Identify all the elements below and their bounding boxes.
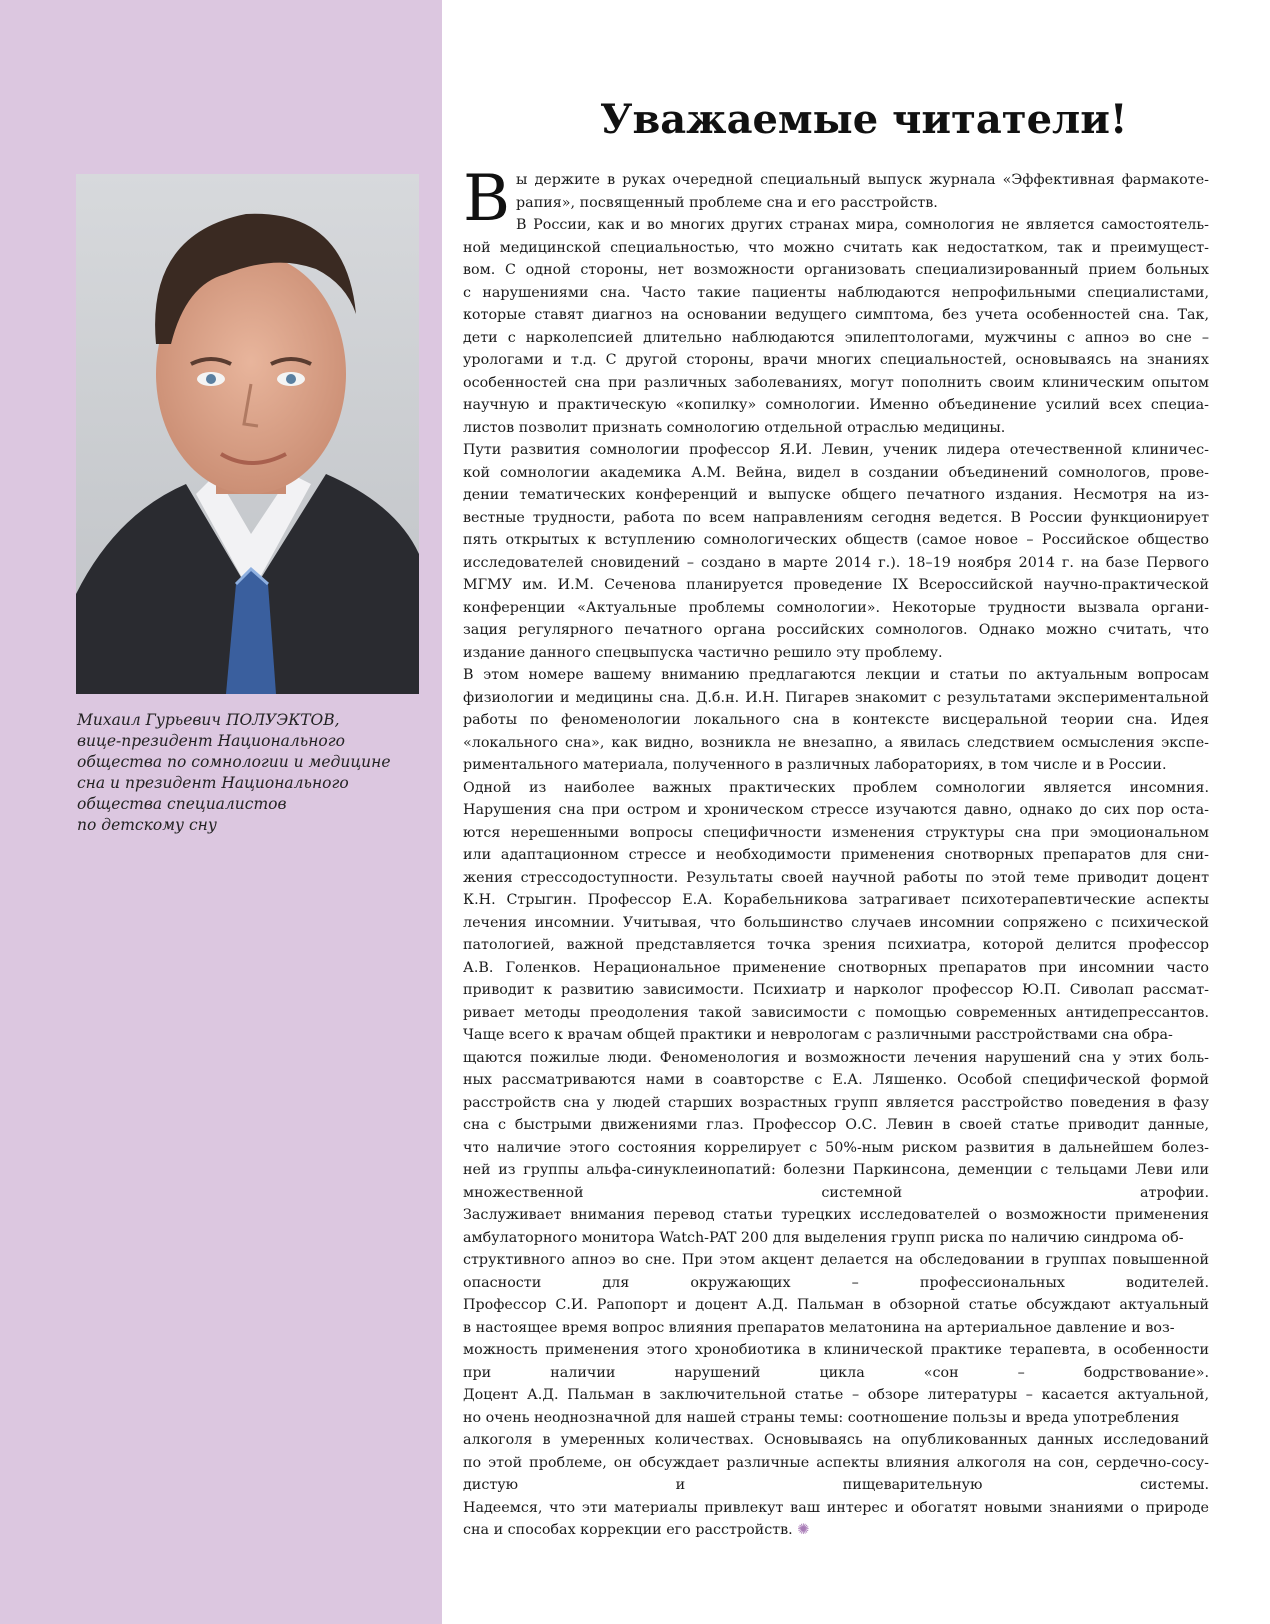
- caption-line: общества по сомнологии и медицине: [77, 753, 391, 771]
- portrait-image: [76, 174, 419, 694]
- article-line: сна с быстрыми движениями глаз. Профессор О.С. Левин в своей статье приводит данные,: [463, 1117, 1209, 1133]
- article-line: алкоголя в умеренных количествах. Основываясь на опубликованных данных исследований: [463, 1432, 1209, 1448]
- article-line: физиологии и медицины сна. Д.б.н. И.Н. Пигарев знакомит с результатами экспериментальной: [463, 689, 1209, 706]
- article-line: можность применения этого хронобиотика в клинической практике терапевта, в особенности: [463, 1342, 1209, 1358]
- caption-line: сна и президент Национального: [77, 774, 349, 792]
- article-line: МГМУ им. И.М. Сеченова планируется проведение IX Всероссийской научно-практической: [463, 577, 1209, 593]
- article-line: исследователей сновидений – создано в марте 2014 г.). 18–19 ноября 2014 г. на базе Первого: [463, 554, 1209, 571]
- caption-line: Михаил Гурьевич ПОЛУЭКТОВ,: [77, 711, 340, 729]
- article-line: рапия», посвященный проблеме сна и его расстройств.: [516, 194, 938, 211]
- article-line: при наличии нарушений цикла «сон – бодрствование».: [463, 1364, 1209, 1381]
- page-title: Уважаемые читатели!: [600, 96, 1128, 143]
- article-line: риментального материала, полученного в различных лабораториях, в том числе и в России.: [463, 757, 1167, 773]
- article-line: ной медицинской специальностью, что можно считать как недостатком, так и преимущест-: [463, 239, 1209, 256]
- article-line: Пути развития сомнологии профессор Я.И. Левин, ученик лидера отечественной клиничес-: [463, 442, 1209, 458]
- article-line: с нарушениями сна. Часто такие пациенты наблюдаются непрофильными специалистами,: [463, 284, 1209, 301]
- article-line: научную и практическую «копилку» сомнологии. Именно объединение усилий всех специа-: [463, 397, 1209, 413]
- article-line: или адаптационном стрессе и необходимости применения снотворных препаратов для сни-: [463, 847, 1209, 863]
- article-line: зация регулярного печатного органа российских сомнологов. Однако можно считать, что: [463, 622, 1209, 638]
- article-line: ривает методы преодоления такой зависимости с помощью современных антидепрессантов.: [463, 1004, 1209, 1021]
- caption-line: вице-президент Национального: [77, 732, 345, 750]
- article-line: Профессор С.И. Рапопорт и доцент А.Д. Пальман в обзорной статье обсуждают актуальный: [463, 1297, 1209, 1313]
- article-line: опасности для окружающих – профессиональных водителей.: [463, 1274, 1209, 1291]
- article-line: В России, как и во многих других странах мира, сомнология не является самостоятель-: [516, 217, 1209, 233]
- article-body: [463, 162, 1209, 1542]
- article-line: вом. С одной стороны, нет возможности организовать специализированный прием больных: [463, 262, 1209, 278]
- article-line: щаются пожилые люди. Феноменология и возможности лечения нарушений сна у этих боль-: [463, 1049, 1209, 1066]
- article-line: структивного апноэ во сне. При этом акцент делается на обследовании в группах повышенной: [463, 1252, 1209, 1268]
- article-line: ных рассматриваются нами в соавторстве с Е.А. Ляшенко. Особой специфической формой: [463, 1072, 1209, 1088]
- article-line: ней из группы альфа-синуклеинопатий: болезни Паркинсона, деменции с тельцами Леви или: [463, 1162, 1209, 1178]
- article-line: особенностей сна при различных заболеваниях, могут пополнить своим клиническим опытом: [463, 374, 1209, 391]
- article-line: дении тематических конференций и выпуске общего печатного издания. Несмотря на из-: [463, 487, 1209, 503]
- article-line: издание данного спецвыпуска частично решило эту проблему.: [463, 644, 943, 661]
- article-line: дистую и пищеварительную системы.: [463, 1477, 1209, 1493]
- end-of-article-icon: ✺: [792, 1522, 810, 1538]
- article-line: А.В. Голенков. Нерациональное применение снотворных препаратов при инсомнии часто: [463, 959, 1209, 976]
- article-line: множественной системной атрофии.: [463, 1184, 1209, 1201]
- article-line: но очень неоднозначной для нашей страны темы: соотношение пользы и вреда употребления: [463, 1409, 1180, 1426]
- article-line: К.Н. Стрыгин. Профессор Е.А. Корабельникова затрагивает психотерапевтические аспекты: [463, 892, 1209, 908]
- article-line: Чаще всего к врачам общей практики и неврологам с различными расстройствами сна обра-: [463, 1027, 1173, 1043]
- article-line: кой сомнологии академика А.М. Вейна, видел в создании объединений сомнологов, прове-: [463, 464, 1209, 481]
- article-line: которые ставят диагноз на основании ведущего симптома, без учета особенностей сна. Так,: [463, 307, 1209, 323]
- article-line: жения стрессодоступности. Результаты своей научной работы по этой теме приводит доцент: [463, 869, 1209, 886]
- article-line: расстройств сна у людей старших возрастных групп является расстройство поведения в фазу: [463, 1094, 1209, 1111]
- article-line: дети с нарколепсией длительно наблюдаются эпилептологами, мужчины с апноэ во сне –: [463, 329, 1209, 346]
- article-line: амбулаторного монитора Watch-PAT 200 для выделения групп риска по наличию синдрома об-: [463, 1229, 1184, 1246]
- article-line: пять открытых к вступлению сомнологических обществ (самое новое – Российское общество: [463, 532, 1209, 548]
- article-line: Одной из наиболее важных практических проблем сомнологии является инсомния.: [463, 779, 1209, 796]
- drop-cap: В: [463, 162, 511, 236]
- article-line: в настоящее время вопрос влияния препаратов мелатонина на артериальное давление и воз-: [463, 1319, 1175, 1336]
- article-line: Надеемся, что эти материалы привлекут ваш интерес и обогатят новыми знаниями о природе: [463, 1499, 1209, 1516]
- portrait-caption: [77, 710, 427, 836]
- article-line: Нарушения сна при остром и хроническом стрессе изучаются давно, однако до сих пор оста-: [463, 802, 1209, 818]
- article-line: работы по феноменологии локального сна в контексте висцеральной теории сна. Идея: [463, 712, 1209, 728]
- article-line: по этой проблеме, он обсуждает различные аспекты влияния алкоголя на сон, сердечно-сосу-: [463, 1454, 1209, 1471]
- article-line: В этом номере вашему вниманию предлагаются лекции и статьи по актуальным вопросам: [463, 667, 1209, 683]
- article-line: «локального сна», как видно, возникла не внезапно, а явилась следствием осмысления экспе-: [463, 734, 1209, 751]
- article-line: листов позволит признать сомнологию отдельной отраслью медицины.: [463, 419, 1006, 436]
- article-line: сна и способах коррекции его расстройств.: [463, 1522, 793, 1538]
- article-line: Доцент А.Д. Пальман в заключительной статье – обзоре литературы – касается актуальной,: [463, 1387, 1209, 1403]
- article-line: приводит к развитию зависимости. Психиатр и нарколог профессор Ю.П. Сиволап рассмат-: [463, 982, 1209, 998]
- article-line: лечения инсомнии. Учитывая, что большинство случаев инсомнии сопряжено с психической: [463, 914, 1209, 931]
- article-line: урологами и т.д. С другой стороны, врачи многих специальностей, основываясь на знаниях: [463, 352, 1209, 368]
- article-line: Заслуживает внимания перевод статьи турецких исследователей о возможности применения: [463, 1207, 1209, 1223]
- article-line: вестные трудности, работа по всем направлениям сегодня ведется. В России функционирует: [463, 509, 1209, 526]
- author-portrait: [76, 174, 419, 694]
- caption-line: по детскому сну: [77, 816, 217, 834]
- article-line: ются нерешенными вопросы специфичности изменения структуры сна при эмоциональном: [463, 824, 1209, 841]
- article-line: патологией, важной представляется точка зрения психиатра, которой делится профессор: [463, 937, 1209, 953]
- article-line: ы держите в руках очередной специальный выпуск журнала «Эффективная фармакоте-: [516, 172, 1209, 188]
- caption-line: общества специалистов: [77, 795, 287, 813]
- article-line: конференции «Актуальные проблемы сомнологии». Некоторые трудности вызвала органи-: [463, 599, 1209, 616]
- article-line: что наличие этого состояния коррелирует с 50%-ным риском развития в дальнейшем болез-: [463, 1139, 1209, 1156]
